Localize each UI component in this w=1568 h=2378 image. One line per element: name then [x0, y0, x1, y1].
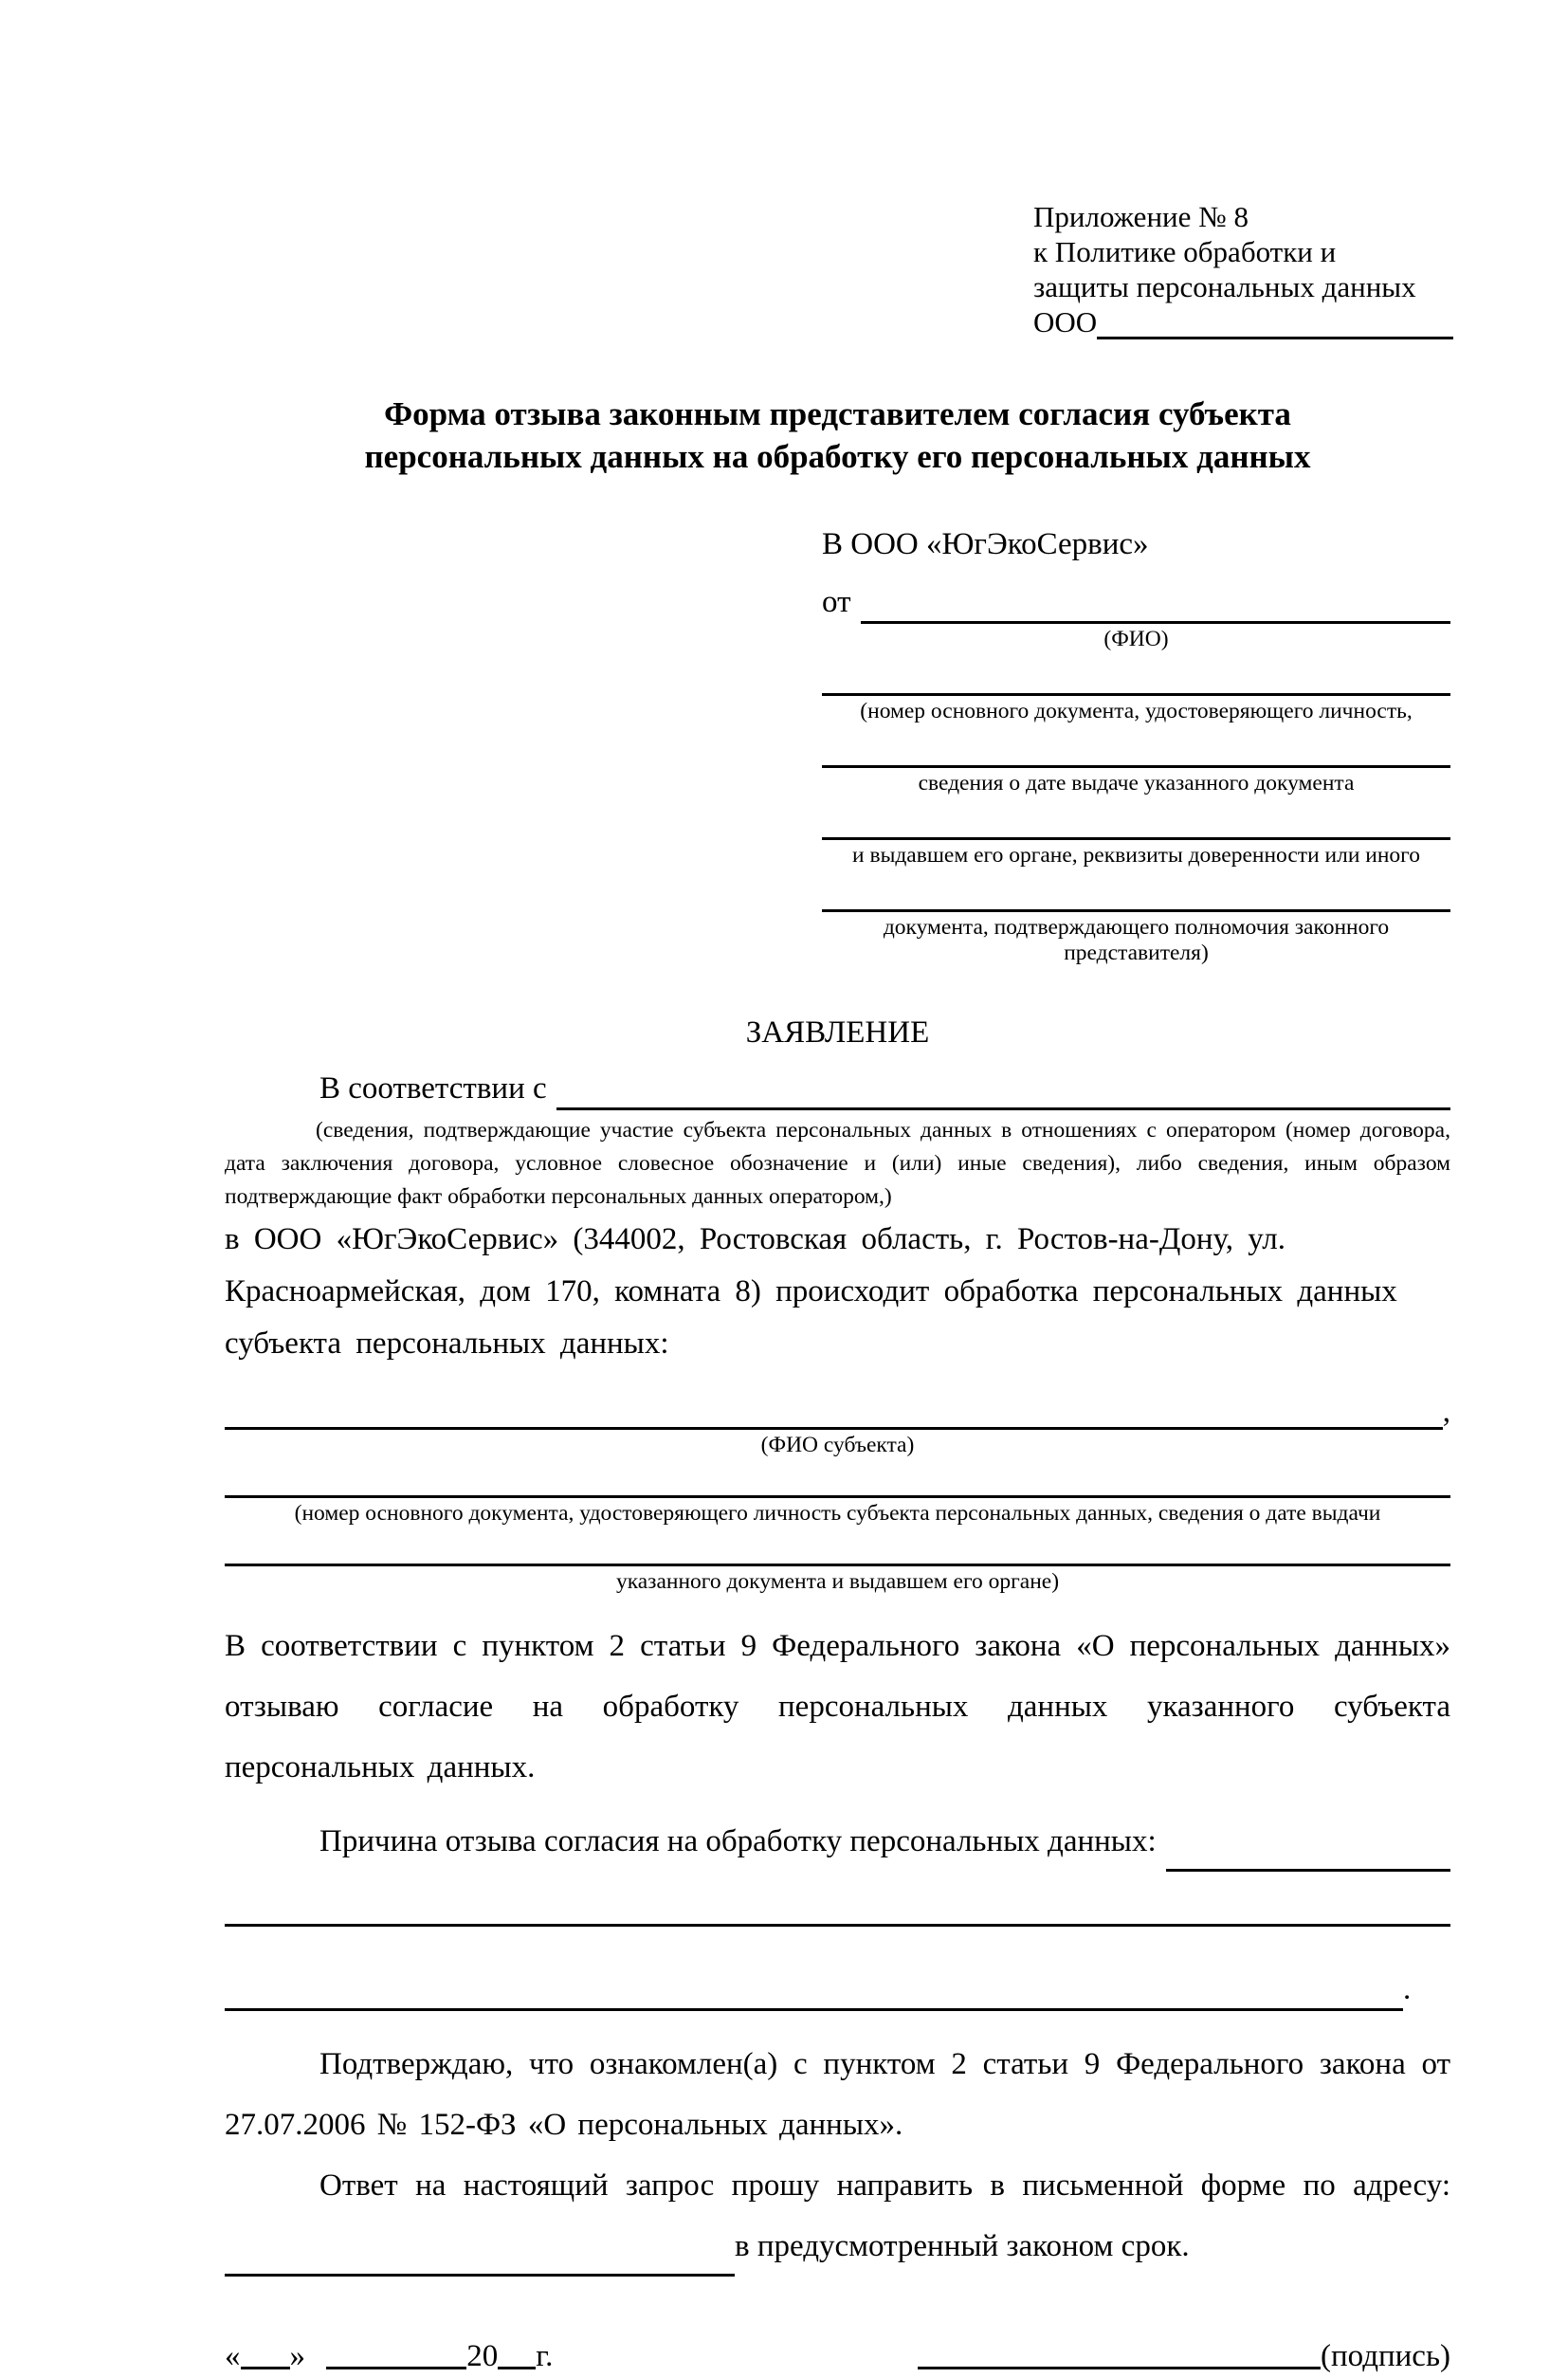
reason-label: Причина отзыва согласия на обработку персональных данных:	[319, 1824, 1157, 1858]
representative-doc-blank-3	[822, 832, 1450, 840]
reply-request-line: Ответ на настоящий запрос прошу направить в письменной форме по адресу:	[319, 2168, 1450, 2203]
annex-block	[1033, 199, 1453, 339]
annex-line-3: защиты персональных данных	[1033, 270, 1416, 303]
subject-doc-caption-2: указанного документа и выдавшем его органе)	[615, 1569, 1060, 1594]
representative-doc-group-2	[822, 760, 1450, 796]
reply-suffix: в предусмотренный законом срок.	[735, 2229, 1190, 2263]
reason-blank	[1166, 1811, 1450, 1872]
operator-paragraph	[225, 1214, 1450, 1370]
operator-line-3: субъекта персональных данных:	[225, 1326, 669, 1361]
operator-line-1: в ООО «ЮгЭкоСервис» (344002, Ростовская область, г. Ростов-на-Дону, ул.	[225, 1222, 1285, 1256]
subject-doc-blank-1	[225, 1491, 1450, 1498]
representative-doc-caption-3: и выдавшем его органе, реквизиты доверенности или иного	[852, 843, 1420, 868]
date-line	[225, 2335, 553, 2378]
year-prefix: 20	[466, 2339, 499, 2373]
representative-doc-blank-2	[822, 760, 1450, 768]
representative-doc-group-1	[822, 688, 1450, 724]
document-title	[225, 393, 1450, 478]
accordance-line	[319, 1068, 1450, 1110]
reason-extra-blank-2	[225, 1968, 1403, 2011]
representative-doc-blank-1	[822, 688, 1450, 696]
representative-fio-blank	[861, 581, 1451, 624]
reply-address-blank	[225, 2216, 735, 2277]
subject-fio-caption: (ФИО субъекта)	[760, 1433, 915, 1457]
reason-extra-blank-1	[225, 1919, 1450, 1927]
representative-doc-group-3	[822, 832, 1450, 869]
representative-doc-caption-2: сведения о дате выдаче указанного документа	[918, 771, 1355, 796]
annex-line-2: к Политике обработки и	[1033, 235, 1337, 268]
subject-fio-trailing-comma: ,	[1442, 1395, 1450, 1429]
addressee-block	[822, 523, 1450, 966]
reason-extra-blank-2-line	[225, 1968, 1450, 2011]
representative-doc-caption-4: документа, подтверждающего полномочия законного представителя)	[883, 915, 1390, 965]
company-prefix-label: ООО	[1033, 305, 1098, 338]
signature-blank	[918, 2355, 1321, 2369]
company-name-blank	[1097, 304, 1453, 339]
representative-doc-blank-4	[822, 905, 1450, 912]
subject-doc-group-2	[225, 1559, 1450, 1595]
fio-caption: (ФИО)	[1103, 627, 1169, 651]
representative-doc-caption-1: (номер основного документа, удостоверяющего личность,	[860, 699, 1413, 723]
subject-doc-caption-1: (номер основного документа, удостоверяющего личность субъекта персональных данных, сведения о дате выдачи	[294, 1501, 1381, 1526]
statement-heading: ЗАЯВЛЕНИЕ	[745, 1015, 930, 1050]
footer-row	[225, 2335, 1450, 2378]
reply-address-line	[225, 2216, 1450, 2277]
withdrawal-paragraph: В соответствии с пунктом 2 статьи 9 Федерального закона «О персональных данных» отзываю согласие на обработку персональных данных указанного субъекта персональных данных.	[225, 1629, 1450, 1784]
subject-doc-group-1	[225, 1491, 1450, 1527]
year-suffix: г.	[536, 2339, 554, 2373]
representative-doc-group-4	[822, 905, 1450, 966]
reason-line	[319, 1811, 1450, 1872]
accordance-blank	[556, 1068, 1450, 1110]
signature-caption: (подпись)	[1321, 2339, 1450, 2373]
subject-fio-group	[225, 1395, 1450, 1458]
confirmation-paragraph: Подтверждаю, что ознакомлен(а) с пунктом 2 статьи 9 Федерального закона от 27.07.2006 № 152-ФЗ «О персональных данных».	[225, 2047, 1450, 2142]
addressee-from-line	[822, 581, 1450, 624]
subject-fio-blank	[225, 1395, 1443, 1430]
title-line-2: персональных данных на обработку его персональных данных	[364, 438, 1311, 475]
annex-company-line	[1033, 304, 1453, 339]
signature-line	[918, 2335, 1450, 2378]
addressee-to: В ООО «ЮгЭкоСервис»	[822, 527, 1149, 561]
operator-line-2: Красноармейская, дом 170, комната 8) происходит обработка персональных данных	[225, 1274, 1397, 1308]
blank-trailing-period: .	[1403, 1972, 1412, 2006]
accordance-label: В соответствии с	[319, 1071, 547, 1106]
year-blank	[498, 2355, 536, 2369]
title-line-1: Форма отзыва законным представителем согласия субъекта	[384, 395, 1291, 432]
annex-line-1: Приложение № 8	[1033, 200, 1249, 233]
day-blank	[241, 2355, 290, 2369]
from-label: от	[822, 585, 851, 619]
day-quote-close: »	[289, 2339, 305, 2373]
subject-fio-line	[225, 1395, 1450, 1430]
accordance-caption: (сведения, подтверждающие участие субъекта персональных данных в отношениях с оператором (номер договора, дата заключения договора, условное словесное обозначение и (или) иные сведения), либо сведения, иным образом подтверждающие факт обработки персональных данных оператором,)	[225, 1118, 1450, 1209]
day-quote-open: «	[225, 2339, 241, 2373]
subject-doc-blank-2	[225, 1559, 1450, 1566]
month-blank	[326, 2355, 466, 2369]
